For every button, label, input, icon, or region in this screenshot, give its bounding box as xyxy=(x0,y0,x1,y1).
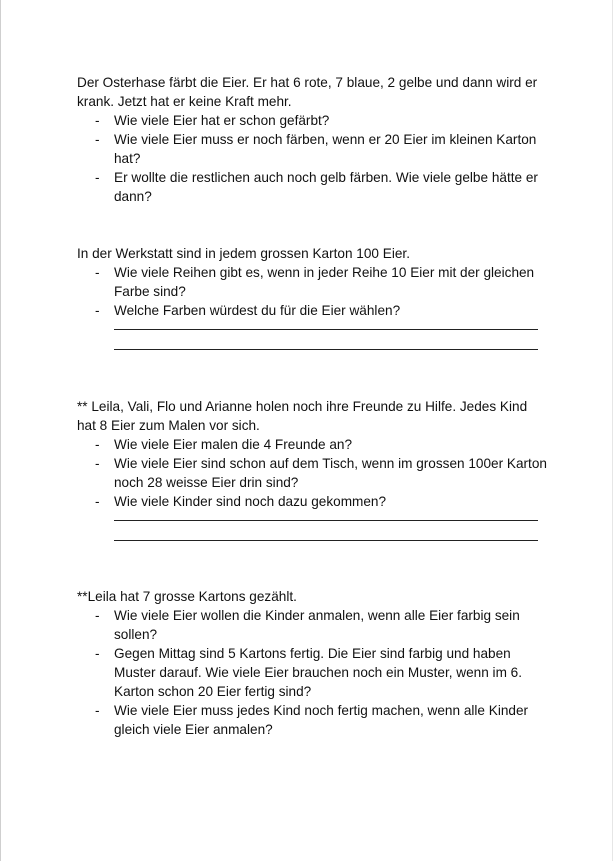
task-section-1 xyxy=(77,73,547,206)
question-list xyxy=(77,435,547,511)
task-section-3 xyxy=(77,397,547,541)
question-item xyxy=(77,701,547,739)
question-text: Wie viele Eier sind schon auf dem Tisch, wenn im grossen 100er Karton noch 28 weisse Eier drin sind? xyxy=(114,456,547,490)
answer-line[interactable] xyxy=(114,329,538,330)
question-item xyxy=(77,130,547,168)
bullet-dash: - xyxy=(95,608,100,623)
question-text: Wie viele Eier malen die 4 Freunde an? xyxy=(114,437,353,452)
question-text: Wie viele Eier muss er noch färben, wenn er 20 Eier im kleinen Karton hat? xyxy=(114,132,537,166)
question-text: Wie viele Eier wollen die Kinder anmalen, wenn alle Eier farbig sein sollen? xyxy=(114,608,520,642)
question-list xyxy=(77,111,547,206)
question-item xyxy=(77,454,547,492)
question-text: Wie viele Reihen gibt es, wenn in jeder Reihe 10 Eier mit der gleichen Farbe sind? xyxy=(114,265,535,299)
task-section-4 xyxy=(77,587,547,739)
question-item xyxy=(77,435,547,454)
bullet-dash: - xyxy=(95,132,100,147)
bullet-dash: - xyxy=(95,303,100,318)
bullet-dash: - xyxy=(95,437,100,452)
task-intro: In der Werkstatt sind in jedem grossen Karton 100 Eier. xyxy=(77,246,410,261)
question-item xyxy=(77,492,547,511)
answer-line[interactable] xyxy=(114,349,538,350)
question-list xyxy=(77,606,547,739)
question-item xyxy=(77,111,547,130)
question-text: Er wollte die restlichen auch noch gelb färben. Wie viele gelbe hätte er dann? xyxy=(114,170,538,204)
bullet-dash: - xyxy=(95,456,100,471)
answer-line[interactable] xyxy=(114,540,538,541)
question-text: Welche Farben würdest du für die Eier wählen? xyxy=(114,303,401,318)
bullet-dash: - xyxy=(95,113,100,128)
question-text: Wie viele Eier muss jedes Kind noch fertig machen, wenn alle Kinder gleich viele Eier anmalen? xyxy=(114,703,529,737)
question-text: Gegen Mittag sind 5 Kartons fertig. Die Eier sind farbig und haben Muster darauf. Wie viele Eier brauchen noch ein Muster, wenn im 6. Karton schon 20 Eier fertig sind? xyxy=(114,646,523,699)
question-item xyxy=(77,644,547,701)
task-section-2 xyxy=(77,244,547,350)
bullet-dash: - xyxy=(95,494,100,509)
bullet-dash: - xyxy=(95,265,100,280)
question-list xyxy=(77,263,547,320)
question-text: Wie viele Eier hat er schon gefärbt? xyxy=(114,113,330,128)
question-item xyxy=(77,606,547,644)
bullet-dash: - xyxy=(95,170,100,185)
answer-line[interactable] xyxy=(114,520,538,521)
bullet-dash: - xyxy=(95,703,100,718)
question-item xyxy=(77,168,547,206)
question-item xyxy=(77,263,547,301)
task-intro: **Leila hat 7 grosse Kartons gezählt. xyxy=(77,589,297,604)
task-intro: ** Leila, Vali, Flo und Arianne holen noch ihre Freunde zu Hilfe. Jedes Kind hat 8 Eier zum Malen vor sich. xyxy=(77,399,528,433)
question-item xyxy=(77,301,547,320)
question-text: Wie viele Kinder sind noch dazu gekommen? xyxy=(114,494,387,509)
bullet-dash: - xyxy=(95,646,100,661)
task-intro: Der Osterhase färbt die Eier. Er hat 6 rote, 7 blaue, 2 gelbe und dann wird er krank. Jetzt hat er keine Kraft mehr. xyxy=(77,75,538,109)
